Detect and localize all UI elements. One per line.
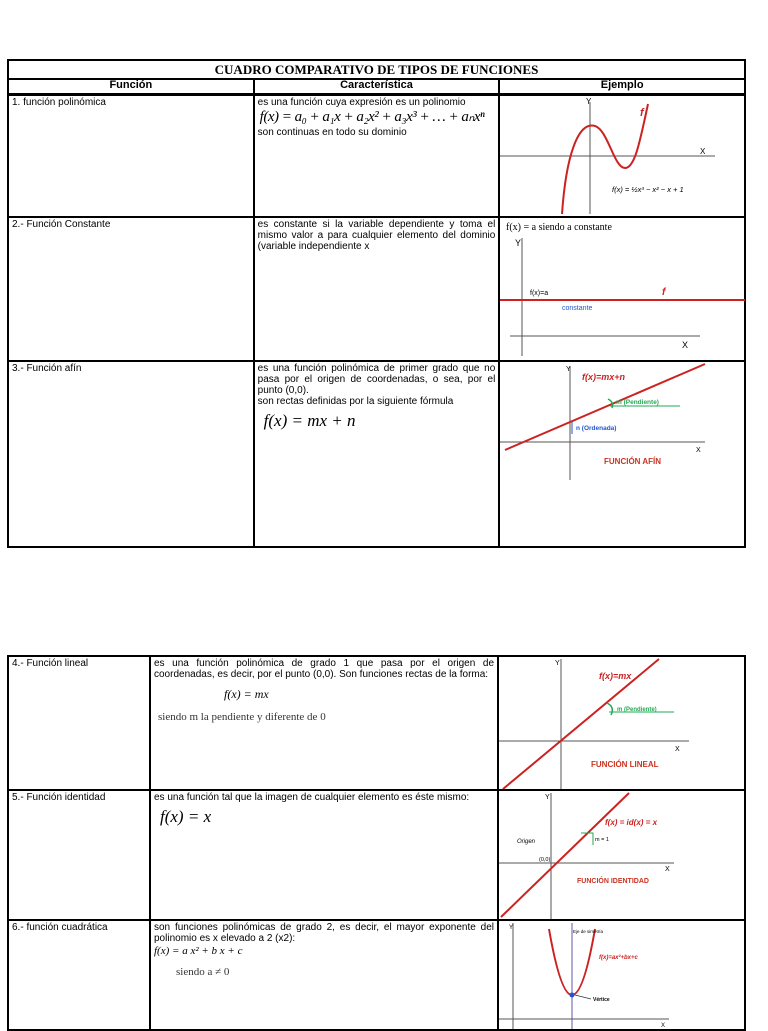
origin-label: Origen [517,839,536,845]
note-text: siendo a ≠ 0 [176,966,230,978]
row-name: 4.- Función lineal [8,656,150,790]
desc-text: es una función polinómica de primer grado que no pasa por el origen de coordenadas, o sea, por el punto (0,0). [257,363,496,396]
row-name: 3.- Función afín [8,361,254,547]
desc-text-2: son continuas en todo su dominio [257,127,407,138]
comparison-table-2 [7,655,746,1031]
note-text: siendo m la pendiente y diferente de 0 [158,711,326,723]
row-desc: es constante si la variable dependiente y toma el mismo valor a para cualquier elemento del dominio (variable independiente x [254,217,500,361]
affine-graph [500,362,745,482]
header-function: Función [8,79,254,95]
y-label: Y [545,794,550,801]
x-label: X [696,447,701,454]
vertex-label: Vértice [593,997,610,1003]
graph-caption: FUNCIÓN AFÍN [604,457,662,466]
fx-label: f(x) = id(x) = x [605,818,658,827]
example-cell [498,790,745,920]
fx-label: f(x)=a [530,290,549,297]
row-name: 6.- función cuadrática [8,920,150,1030]
fx-label: f(x)=mx [599,671,632,681]
row-desc [150,790,498,920]
axis-label: Eje de simetría [573,929,604,934]
x-label: X [665,866,670,873]
slope-label: m (Pendiente) [616,399,660,406]
graph-header: f(x) = a siendo a constante [506,222,613,233]
example-cell [498,920,745,1030]
table-row [8,656,745,790]
slope-arc [607,703,612,715]
point-label: (0,0) [539,857,551,863]
graph-caption: FUNCIÓN LINEAL [591,760,659,769]
formula: f(x) = a₀ + a₁x + a₂x² + a₃x³ + … + aₙxⁿ [259,109,485,125]
example-cell [499,361,745,547]
row-desc [150,656,498,790]
row-name: 5.- Función identidad [8,790,150,920]
y-label: Y [566,366,571,373]
slope-arc [608,399,613,408]
desc-text: es una función tal que la imagen de cualquier elemento es éste mismo: [154,792,470,803]
desc-text-2: son rectas definidas por la siguiente fórmula [257,396,454,407]
slope-label: m = 1 [595,837,609,843]
table-row [8,361,745,547]
formula-label: f(x) = ½x³ − x² − x + 1 [612,185,685,194]
comparison-table-1 [7,59,746,548]
formula: f(x) = x [160,807,212,826]
y-label: Y [509,925,514,931]
vertex-pointer [575,995,591,999]
const-label: constante [562,305,593,312]
polynomial-graph [500,96,745,216]
curve-label: f [662,287,666,298]
table-row [8,95,745,218]
desc-text: es una función cuya expresión es un polinomio [257,97,466,108]
table-row [8,217,745,361]
table-row [8,790,745,920]
x-label: X [661,1023,666,1029]
vertex-point [570,993,575,998]
fx-label: f(x)=mx+n [582,372,626,382]
example-cell [499,217,745,361]
example-cell [499,95,745,218]
curve [562,104,648,214]
formula: f(x) = mx + n [263,411,356,430]
formula: f(x) = a x² + b x + c [154,945,243,957]
header-characteristic: Característica [254,79,500,95]
row-desc [254,361,500,547]
curve-label: f [640,107,644,119]
graph-caption: FUNCIÓN IDENTIDAD [577,878,649,885]
quadratic-graph [499,921,744,1029]
identity-graph [499,791,744,919]
constant-graph [500,218,745,360]
table-title: CUADRO COMPARATIVO DE TIPOS DE FUNCIONES [8,60,745,79]
row-desc [254,95,500,218]
example-cell [498,656,745,790]
linear-line [503,659,659,789]
y-label: Y [555,660,560,667]
desc-text: son funciones polinómicas de grado 2, es decir, el mayor exponente del polinomio es x elevado a 2 (x2): [154,922,494,944]
y-label: Y [515,238,522,248]
identity-line [501,793,629,917]
x-label: X [675,746,680,753]
row-name: 1. función polinómica [8,95,254,218]
intercept-label: n (Ordenada) [576,425,617,432]
x-label: X [682,340,689,350]
x-label: X [700,147,706,156]
desc-text: es una función polinómica de grado 1 que pasa por el origen de coordenadas, es decir, por el punto (0,0). Son funciones rectas de la forma: [154,658,494,680]
row-desc [150,920,498,1030]
linear-graph [499,657,744,789]
slope-label: m (Pendiente) [617,707,657,713]
formula: f(x) = mx [224,687,269,701]
y-label: Y [586,97,592,106]
row-name: 2.- Función Constante [8,217,254,361]
header-example: Ejemplo [499,79,745,95]
fx-label: f(x)=ax²+bx+c [599,955,638,961]
table-row [8,920,745,1030]
